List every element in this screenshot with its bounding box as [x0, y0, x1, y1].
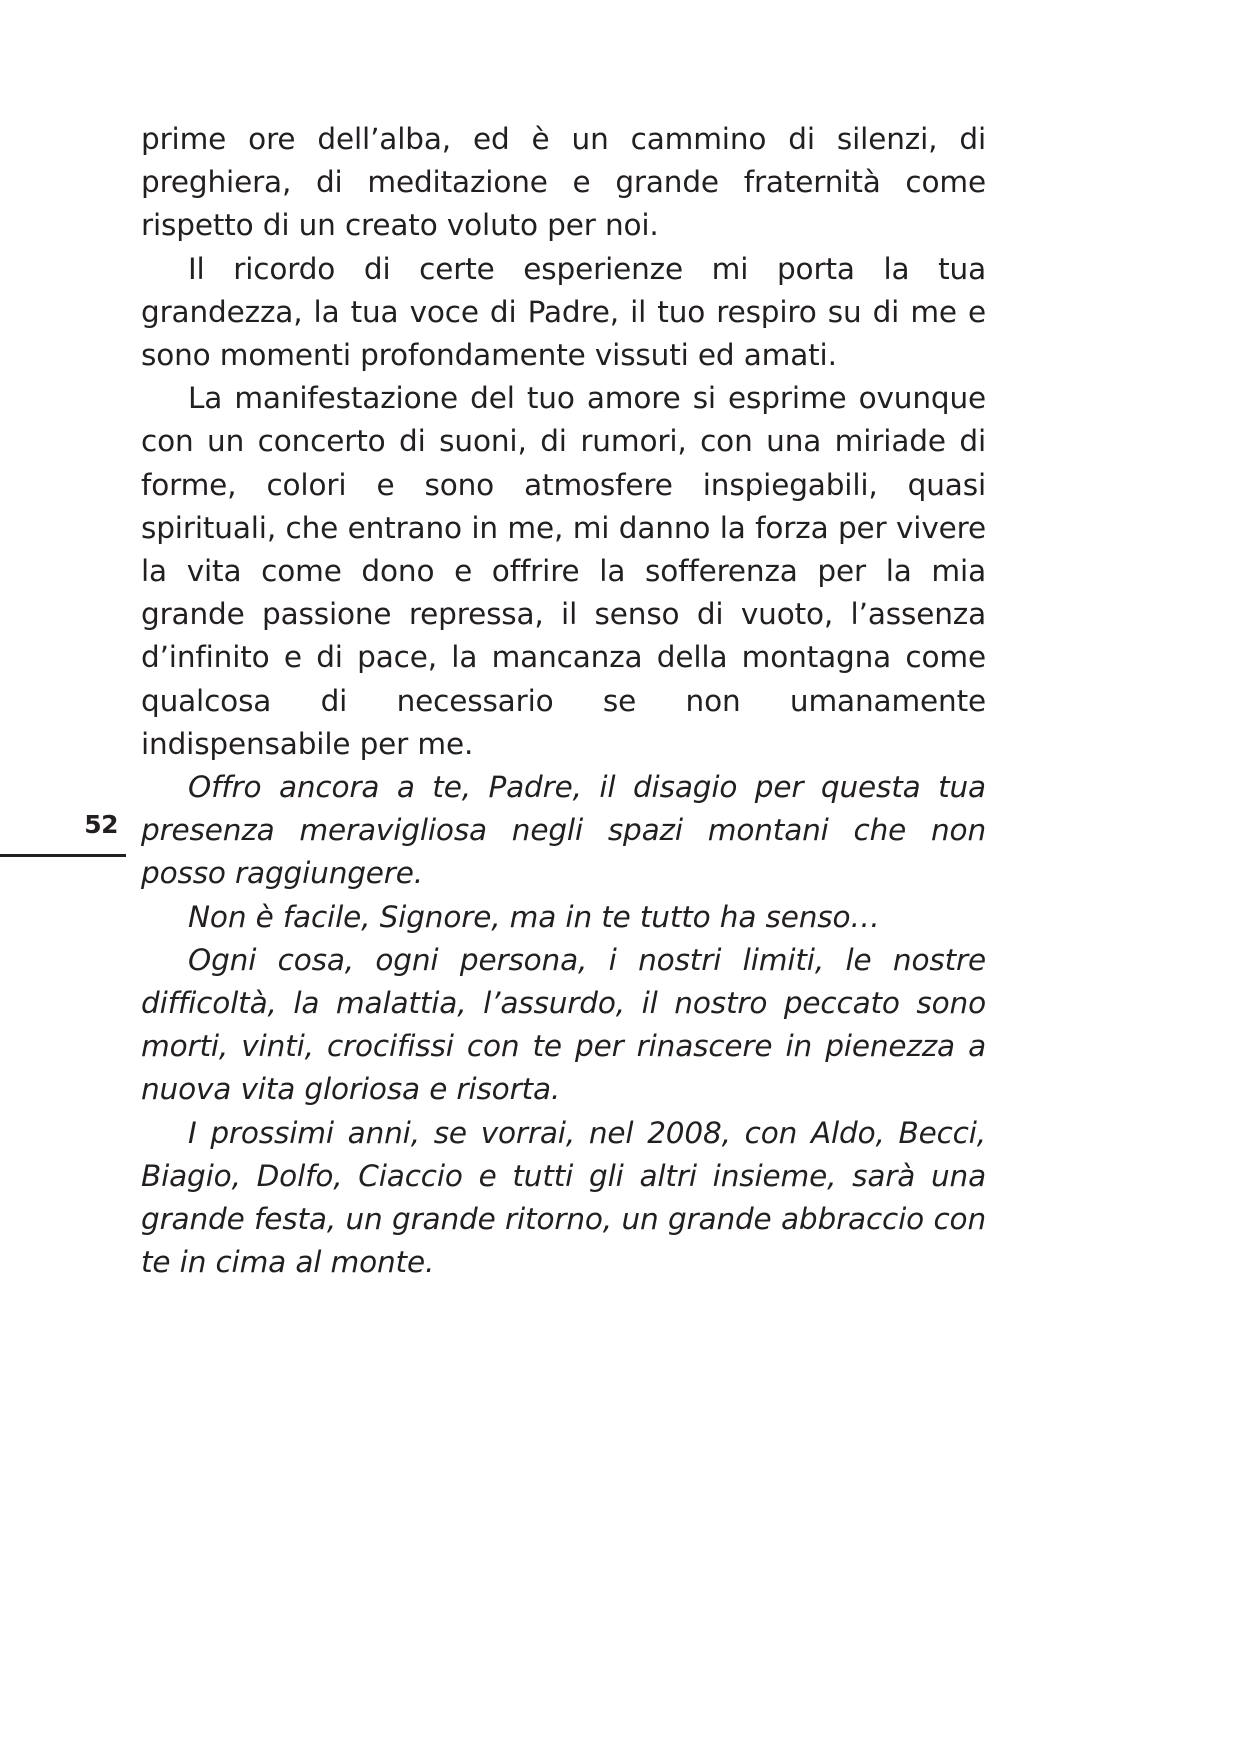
paragraph: I prossimi anni, se vorrai, nel 2008, con Aldo, Becci, Biagio, Dolfo, Ciaccio e tutti gli altri insieme, sarà una grande festa, un grande ritorno, un grande abbraccio con te in cima al monte.	[141, 1115, 986, 1280]
folio-block	[0, 812, 126, 837]
folio-rule	[0, 854, 126, 857]
paragraph: Il ricordo di certe esperienze mi porta la tua grandezza, la tua voce di Padre, il tuo respiro su di me e sono momenti profondamente vissuti ed amati.	[141, 251, 986, 373]
paragraph: La manifestazione del tuo amore si esprime ovunque con un concerto di suoni, di rumori, con una miriade di forme, colori e sono atmosfere inspiegabili, quasi spirituali, che entrano in me, mi danno la forza per vivere la vita come dono e offrire la sofferenza per la mia grande passione repressa, il senso di vuoto, l’assenza d’infinito e di pace, la mancanza della montagna come qualcosa di necessario se non umanamente indispensabile per me.	[141, 381, 986, 761]
page-number: 52	[84, 810, 118, 839]
text-column	[141, 118, 986, 1284]
paragraph: Non è facile, Signore, ma in te tutto ha senso…	[188, 899, 880, 934]
paragraph: Ogni cosa, ogni persona, i nostri limiti, le nostre difficoltà, la malattia, l’assurdo, il nostro peccato sono morti, vinti, crocifissi con te per rinascere in pienezza a nuova vita gloriosa e risorta.	[141, 942, 986, 1107]
paragraph: Offro ancora a te, Padre, il disagio per questa tua presenza meravigliosa negli spazi montani che non posso raggiungere.	[141, 770, 986, 891]
paragraph: prime ore dell’alba, ed è un cammino di silenzi, di preghiera, di meditazione e grande fraternità come rispetto di un creato voluto per noi.	[141, 122, 986, 243]
